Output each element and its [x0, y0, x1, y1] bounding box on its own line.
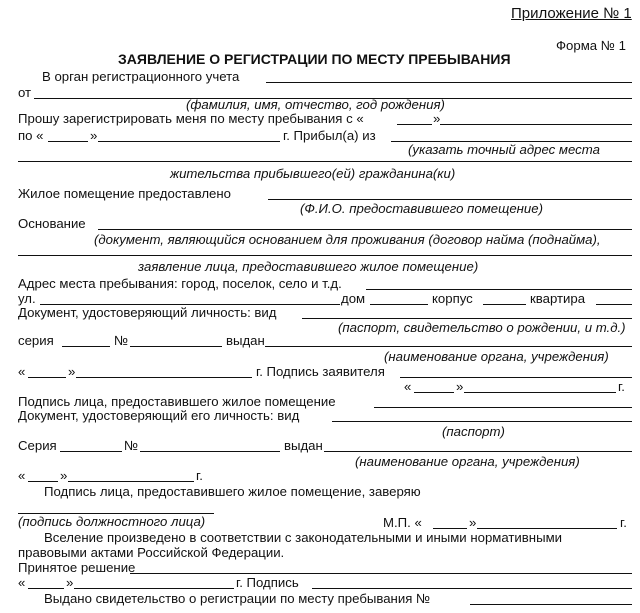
- basis-field-line-2[interactable]: [18, 255, 632, 256]
- housing-label: Жилое помещение предоставлено: [18, 186, 231, 201]
- sign-month-field[interactable]: [76, 377, 252, 378]
- basis-label: Основание: [18, 216, 86, 231]
- authority-field[interactable]: [266, 82, 632, 83]
- number2-field[interactable]: [140, 451, 280, 452]
- provider-sign-label: Подпись лица, предоставившего жилое помещение: [18, 394, 336, 409]
- hint-passport: (паспорт, свидетельство о рождении, и т.д.): [338, 320, 626, 335]
- applicant-signature-field[interactable]: [400, 377, 632, 378]
- to-authority-label: В орган регистрационного учета: [42, 69, 240, 84]
- series2-field[interactable]: [60, 451, 122, 452]
- provider-id-field[interactable]: [332, 421, 632, 422]
- stay-address-label: Адрес места пребывания: город, поселок, село и т.д.: [18, 276, 342, 291]
- hint-basis: (документ, являющийся основанием для проживания (договор найма (поднайма),: [94, 232, 601, 247]
- hint-passport-2: (паспорт): [442, 424, 505, 439]
- date3-g: г.: [196, 468, 203, 483]
- stamp-month-field[interactable]: [477, 528, 617, 529]
- hint-fio: (фамилия, имя, отчество, год рождения): [186, 97, 445, 112]
- provider-signature-field[interactable]: [374, 407, 632, 408]
- stamp-g: г.: [620, 515, 627, 530]
- address-field-line[interactable]: [18, 161, 632, 162]
- number2-label: №: [124, 438, 139, 453]
- hint-address-2: жительства прибывшего(ей) гражданина(ки): [170, 166, 456, 181]
- id-doc-field[interactable]: [302, 318, 632, 319]
- series2-label: Серия: [18, 438, 57, 453]
- until-day-field[interactable]: [48, 141, 88, 142]
- issued-field[interactable]: [265, 346, 632, 347]
- date2-month-field[interactable]: [464, 392, 616, 393]
- id-doc-label: Документ, удостоверяющий личность: вид: [18, 305, 277, 320]
- building-label: корпус: [432, 291, 473, 306]
- certify-label: Подпись лица, предоставившего жилое помещение, заверяю: [44, 484, 421, 499]
- decision-field[interactable]: [130, 573, 632, 574]
- house-field[interactable]: [370, 304, 428, 305]
- issued2-field[interactable]: [324, 451, 632, 452]
- move-in-text-2: правовыми актами Российской Федерации.: [18, 545, 285, 560]
- date2-g: г.: [618, 379, 625, 394]
- from-label: от: [18, 85, 32, 100]
- apartment-label: квартира: [530, 291, 586, 306]
- date3-day-field[interactable]: [28, 481, 58, 482]
- number-field[interactable]: [130, 346, 222, 347]
- hint-organ: (наименование органа, учреждения): [384, 349, 609, 364]
- from-day-field[interactable]: [397, 124, 432, 125]
- apartment-field[interactable]: [596, 304, 632, 305]
- number-label: №: [114, 333, 129, 348]
- quote-close-1: »: [433, 111, 441, 126]
- stamp-label: М.П. «: [383, 515, 422, 530]
- date2-quote-close: »: [456, 379, 464, 394]
- sign-label: г. Подпись: [236, 575, 299, 590]
- certificate-label: Выдано свидетельство о регистрации по месту пребывания №: [44, 591, 431, 606]
- date4-month-field[interactable]: [74, 588, 234, 589]
- date2-day-field[interactable]: [414, 392, 454, 393]
- until-label: по «: [18, 128, 44, 143]
- stamp-day-field[interactable]: [433, 528, 467, 529]
- street-label: ул.: [18, 291, 36, 306]
- page-title: ЗАЯВЛЕНИЕ О РЕГИСТРАЦИИ ПО МЕСТУ ПРЕБЫВАНИЯ: [118, 51, 511, 67]
- date4-day-field[interactable]: [28, 588, 64, 589]
- hint-organ-2: (наименование органа, учреждения): [355, 454, 580, 469]
- date2-quote-open: «: [404, 379, 412, 394]
- date3-quote-open: «: [18, 468, 26, 483]
- appendix-label: Приложение № 1: [511, 5, 632, 22]
- hint-official: (подпись должностного лица): [18, 514, 206, 529]
- date3-quote-close: »: [60, 468, 68, 483]
- signature-field[interactable]: [312, 588, 632, 589]
- sign-applicant-label: г. Подпись заявителя: [256, 364, 385, 379]
- series-label: серия: [18, 333, 54, 348]
- provider-field[interactable]: [268, 199, 632, 200]
- hint-basis-2: заявление лица, предоставившего жилое помещение): [138, 259, 479, 274]
- stamp-quote-close: »: [469, 515, 477, 530]
- request-label: Прошу зарегистрировать меня по месту пребывания с «: [18, 111, 364, 126]
- sign-day-field[interactable]: [28, 377, 66, 378]
- date-quote-close: »: [68, 364, 76, 379]
- basis-field[interactable]: [98, 229, 632, 230]
- date-quote-open: «: [18, 364, 26, 379]
- certificate-number-field[interactable]: [470, 604, 632, 605]
- move-in-text: Вселение произведено в соответствии с законодательными и иными нормативными: [44, 530, 562, 545]
- issued-label: выдан: [226, 333, 265, 348]
- from-month-field[interactable]: [440, 124, 632, 125]
- provider-id-label: Документ, удостоверяющий его личность: вид: [18, 408, 300, 423]
- quote-close-2: »: [90, 128, 98, 143]
- date4-quote-close: »: [66, 575, 74, 590]
- issued2-label: выдан: [284, 438, 323, 453]
- date3-month-field[interactable]: [68, 481, 194, 482]
- until-month-field[interactable]: [98, 141, 280, 142]
- building-field[interactable]: [483, 304, 526, 305]
- date4-quote-open: «: [18, 575, 26, 590]
- arrived-label: г. Прибыл(а) из: [283, 128, 376, 143]
- hint-address: (указать точный адрес места: [408, 142, 600, 157]
- hint-provider: (Ф.И.О. предоставившего помещение): [300, 201, 543, 216]
- decision-label: Принятое решение: [18, 560, 136, 575]
- series-field[interactable]: [62, 346, 110, 347]
- house-label: дом: [341, 291, 366, 306]
- city-field[interactable]: [366, 289, 632, 290]
- form-number: Форма № 1: [556, 38, 626, 53]
